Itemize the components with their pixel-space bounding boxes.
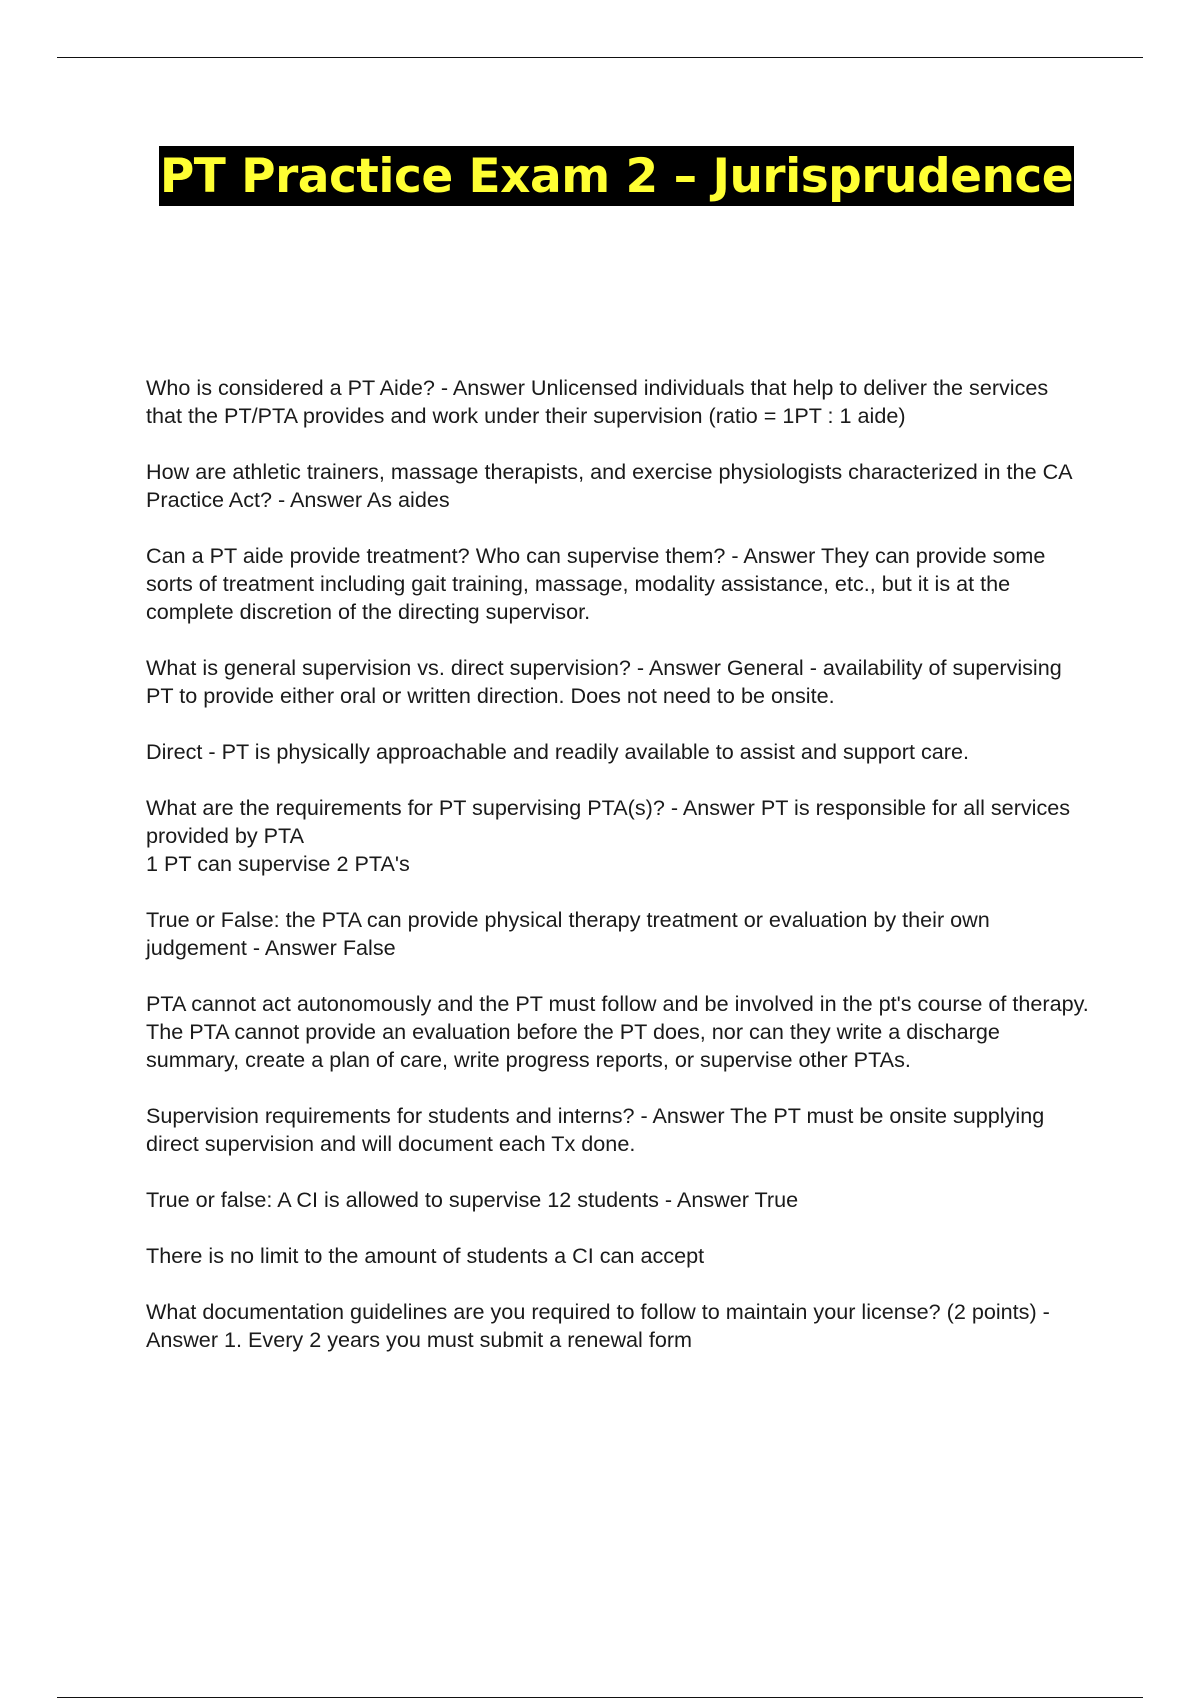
qa-paragraph: Who is considered a PT Aide? - Answer Unlicensed individuals that help to deliver the services that the PT/PTA provides and work under their supervision (ratio = 1PT : 1 aide)	[146, 375, 1049, 428]
qa-paragraph: True or False: the PTA can provide physical therapy treatment or evaluation by their own judgement - Answer False	[146, 907, 990, 960]
qa-paragraph: What documentation guidelines are you required to follow to maintain your license? (2 points) - Answer 1. Every 2 years you must submit a renewal form	[146, 1299, 1050, 1352]
qa-paragraph: PTA cannot act autonomously and the PT must follow and be involved in the pt's course of therapy. The PTA cannot provide an evaluation before the PT does, nor can they write a discharge summary, create a plan of care, write progress reports, or supervise other PTAs.	[146, 991, 1089, 1072]
qa-paragraph: There is no limit to the amount of students a CI can accept	[146, 1243, 705, 1268]
qa-paragraph: True or false: A CI is allowed to supervise 12 students - Answer True	[146, 1187, 799, 1212]
page-title: PT Practice Exam 2 – Jurisprudence	[159, 148, 1074, 204]
document-body	[146, 374, 1090, 1382]
qa-paragraph: What are the requirements for PT supervising PTA(s)? - Answer PT is responsible for all services provided by PTA 1 PT can supervise 2 PTA's	[146, 795, 1071, 876]
qa-paragraph: Supervision requirements for students and interns? - Answer The PT must be onsite supplying direct supervision and will document each Tx done.	[146, 1103, 1045, 1156]
qa-paragraph: What is general supervision vs. direct supervision? - Answer General - availability of supervising PT to provide either oral or written direction. Does not need to be onsite.	[146, 655, 1062, 708]
qa-paragraph: Direct - PT is physically approachable and readily available to assist and support care.	[146, 739, 969, 764]
qa-paragraph: Can a PT aide provide treatment? Who can supervise them? - Answer They can provide some sorts of treatment including gait training, massage, modality assistance, etc., but it is at the complete discretion of the directing supervisor.	[146, 543, 1046, 624]
qa-paragraph: How are athletic trainers, massage therapists, and exercise physiologists characterized in the CA Practice Act? - Answer As aides	[146, 459, 1072, 512]
header-rule	[57, 57, 1143, 58]
title-banner	[159, 146, 1074, 206]
footer-rule	[57, 1697, 1143, 1698]
